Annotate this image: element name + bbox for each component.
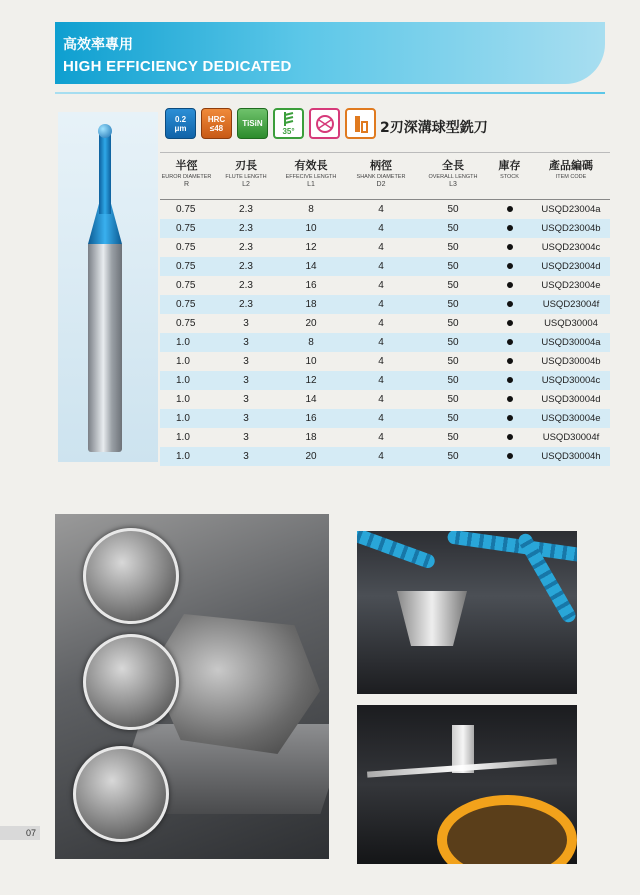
cell-radius: 0.75	[176, 223, 196, 234]
in-stock-dot-icon	[507, 453, 513, 459]
cell-radius: 1.0	[176, 432, 190, 443]
col-item-code: 產品編碼 ITEM CODE	[549, 159, 593, 180]
cell-item-code: USQD30004h	[541, 451, 601, 462]
in-stock-dot-icon	[507, 415, 513, 421]
tool-product-image	[58, 112, 158, 462]
cell-radius: 0.75	[176, 299, 196, 310]
hardness-icon: HRC ≤48	[201, 108, 232, 139]
cell-item-code: USQD23004d	[541, 261, 601, 272]
cell-item-code: USQD23004c	[541, 242, 601, 253]
cell-stock	[487, 299, 532, 310]
table-row	[160, 428, 610, 447]
grinding-machine-photo	[357, 531, 577, 694]
cell-overall-length: 50	[447, 375, 459, 386]
cell-overall-length: 50	[447, 451, 459, 462]
cell-radius: 0.75	[176, 204, 196, 215]
in-stock-dot-icon	[507, 244, 513, 250]
cell-flute-length: 3	[243, 318, 249, 329]
cell-shank-diameter: 4	[378, 242, 384, 253]
cell-stock	[487, 432, 532, 443]
cell-shank-diameter: 4	[378, 375, 384, 386]
cell-overall-length: 50	[447, 394, 459, 405]
col-flute-length: 刃長 FLUTE LENGTH L2	[225, 159, 267, 188]
cell-flute-length: 2.3	[239, 261, 253, 272]
cell-flute-length: 3	[243, 375, 249, 386]
cell-shank-diameter: 4	[378, 337, 384, 348]
cell-overall-length: 50	[447, 413, 459, 424]
cell-shank-diameter: 4	[378, 299, 384, 310]
cell-radius: 1.0	[176, 375, 190, 386]
product-title: 2刃深溝球型銑刀	[380, 120, 488, 136]
cell-shank-diameter: 4	[378, 318, 384, 329]
cell-item-code: USQD30004d	[541, 394, 601, 405]
cell-radius: 0.75	[176, 280, 196, 291]
col-stock: 庫存 STOCK	[498, 159, 521, 180]
cell-overall-length: 50	[447, 337, 459, 348]
table-row	[160, 333, 610, 352]
table-row	[160, 295, 610, 314]
cell-shank-diameter: 4	[378, 280, 384, 291]
cell-stock	[487, 375, 532, 386]
cell-flute-length: 3	[243, 413, 249, 424]
col-radius: 半徑 EUROR DIAMETER R	[161, 159, 212, 188]
in-stock-dot-icon	[507, 377, 513, 383]
cell-item-code: USQD30004f	[542, 432, 600, 443]
cell-item-code: USQD23004e	[541, 280, 601, 291]
cell-stock	[487, 318, 532, 329]
in-stock-dot-icon	[507, 339, 513, 345]
cell-radius: 0.75	[176, 242, 196, 253]
cell-item-code: USQD30004a	[541, 337, 601, 348]
table-row	[160, 390, 610, 409]
table-row	[160, 219, 610, 238]
in-stock-dot-icon	[507, 320, 513, 326]
table-body	[160, 200, 610, 466]
col-overall-length: 全長 OVERALL LENGTH L3	[428, 159, 478, 188]
table-row	[160, 200, 610, 219]
ball-end-mill-illustration	[88, 124, 122, 452]
in-stock-dot-icon	[507, 434, 513, 440]
cell-effective-length: 8	[308, 337, 314, 348]
table-row	[160, 238, 610, 257]
cell-stock	[487, 337, 532, 348]
cell-shank-diameter: 4	[378, 356, 384, 367]
cell-shank-diameter: 4	[378, 432, 384, 443]
cell-radius: 0.75	[176, 318, 196, 329]
helix-angle-icon: 35°	[273, 108, 304, 139]
cell-effective-length: 10	[305, 223, 317, 234]
cell-stock	[487, 280, 532, 291]
cell-overall-length: 50	[447, 261, 459, 272]
cell-stock	[487, 223, 532, 234]
header-banner	[55, 22, 605, 84]
cell-overall-length: 50	[447, 242, 459, 253]
cell-effective-length: 14	[305, 261, 317, 272]
in-stock-dot-icon	[507, 282, 513, 288]
cell-radius: 1.0	[176, 394, 190, 405]
col-effective-length: 有效長 EFFECIVE LENGTH L1	[285, 159, 337, 188]
detail-circle-2	[83, 634, 179, 730]
cell-effective-length: 14	[305, 394, 317, 405]
cell-flute-length: 2.3	[239, 299, 253, 310]
cell-effective-length: 12	[305, 242, 317, 253]
cell-effective-length: 16	[305, 280, 317, 291]
cell-flute-length: 3	[243, 394, 249, 405]
cell-radius: 0.75	[176, 261, 196, 272]
cell-stock	[487, 451, 532, 462]
cell-item-code: USQD23004a	[541, 204, 601, 215]
spec-table	[160, 152, 610, 466]
in-stock-dot-icon	[507, 206, 513, 212]
cell-effective-length: 18	[305, 299, 317, 310]
cell-stock	[487, 204, 532, 215]
mold-machining-photo	[55, 514, 329, 859]
cell-stock	[487, 242, 532, 253]
cell-radius: 1.0	[176, 451, 190, 462]
in-stock-dot-icon	[507, 263, 513, 269]
cell-flute-length: 3	[243, 337, 249, 348]
cell-item-code: USQD30004	[544, 318, 598, 329]
cell-effective-length: 12	[305, 375, 317, 386]
cell-effective-length: 20	[305, 318, 317, 329]
header-title-zh: 高效率專用	[63, 37, 133, 53]
coating-icon: TiSiN	[237, 108, 268, 139]
cell-stock	[487, 261, 532, 272]
cell-overall-length: 50	[447, 223, 459, 234]
header-divider	[55, 92, 605, 94]
cell-item-code: USQD30004b	[541, 356, 601, 367]
table-row	[160, 371, 610, 390]
cell-overall-length: 50	[447, 280, 459, 291]
table-row	[160, 257, 610, 276]
cell-flute-length: 2.3	[239, 204, 253, 215]
header-title-en: HIGH EFFICIENCY DEDICATED	[63, 58, 292, 75]
cell-item-code: USQD23004f	[542, 299, 600, 310]
in-stock-dot-icon	[507, 396, 513, 402]
cell-shank-diameter: 4	[378, 451, 384, 462]
feature-icons	[165, 108, 376, 142]
cell-stock	[487, 413, 532, 424]
cell-flute-length: 3	[243, 432, 249, 443]
detail-circle-1	[83, 528, 179, 624]
page-number: 07	[0, 826, 40, 840]
cell-effective-length: 20	[305, 451, 317, 462]
in-stock-dot-icon	[507, 301, 513, 307]
cell-flute-length: 3	[243, 451, 249, 462]
cell-overall-length: 50	[447, 432, 459, 443]
table-header	[160, 152, 610, 200]
cell-overall-length: 50	[447, 204, 459, 215]
cell-radius: 1.0	[176, 413, 190, 424]
cell-flute-length: 2.3	[239, 242, 253, 253]
table-row	[160, 314, 610, 333]
cell-effective-length: 16	[305, 413, 317, 424]
flute-count-icon	[345, 108, 376, 139]
cell-item-code: USQD23004b	[541, 223, 601, 234]
cell-effective-length: 18	[305, 432, 317, 443]
detail-circle-3	[73, 746, 169, 842]
cell-item-code: USQD30004c	[541, 375, 601, 386]
grinding-wheel-photo	[357, 705, 577, 864]
cell-shank-diameter: 4	[378, 261, 384, 272]
cell-item-code: USQD30004e	[541, 413, 601, 424]
cell-radius: 1.0	[176, 356, 190, 367]
cell-shank-diameter: 4	[378, 204, 384, 215]
cell-overall-length: 50	[447, 299, 459, 310]
ball-nose-icon	[309, 108, 340, 139]
table-row	[160, 409, 610, 428]
cell-shank-diameter: 4	[378, 394, 384, 405]
cell-effective-length: 8	[308, 204, 314, 215]
table-row	[160, 352, 610, 371]
in-stock-dot-icon	[507, 225, 513, 231]
cell-shank-diameter: 4	[378, 413, 384, 424]
cell-overall-length: 50	[447, 318, 459, 329]
cell-effective-length: 10	[305, 356, 317, 367]
cell-shank-diameter: 4	[378, 223, 384, 234]
cell-overall-length: 50	[447, 356, 459, 367]
table-row	[160, 447, 610, 466]
cell-stock	[487, 356, 532, 367]
cell-flute-length: 2.3	[239, 280, 253, 291]
surface-finish-icon: 0.2 μm	[165, 108, 196, 139]
table-row	[160, 276, 610, 295]
in-stock-dot-icon	[507, 358, 513, 364]
cell-stock	[487, 394, 532, 405]
cell-flute-length: 2.3	[239, 223, 253, 234]
cell-flute-length: 3	[243, 356, 249, 367]
col-shank-diameter: 柄徑 SHANK DIAMETER D2	[356, 159, 406, 188]
cell-radius: 1.0	[176, 337, 190, 348]
